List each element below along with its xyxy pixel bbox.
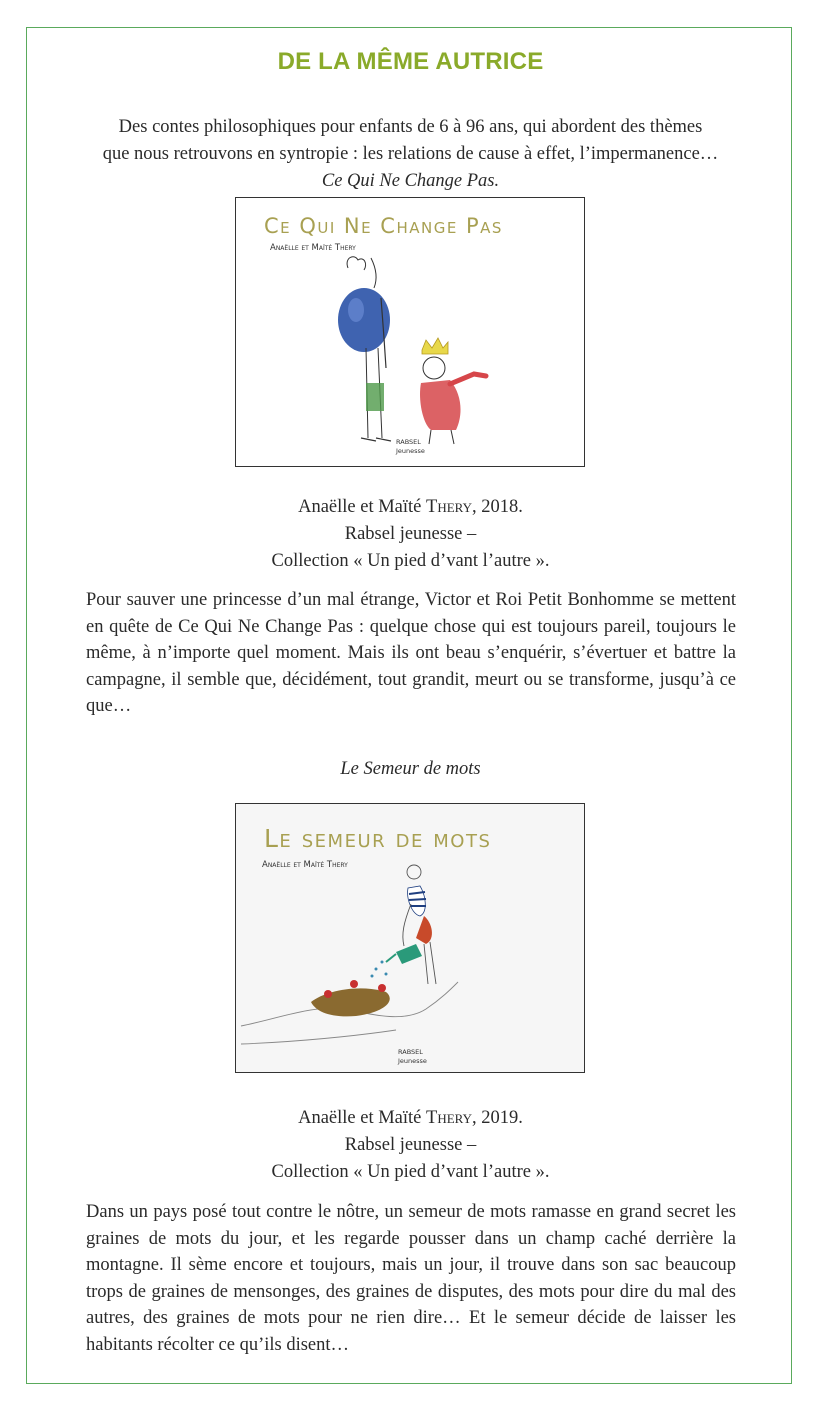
book-2-title: Le Semeur de mots: [340, 759, 481, 779]
book-2-credit-surname: Thery: [426, 1108, 472, 1128]
book-1-cover-title: Ce Qui Ne Change Pas: [264, 214, 503, 238]
book-2-credit-year: , 2019.: [472, 1108, 523, 1128]
book-1-publisher: Rabsel jeunesse –: [344, 524, 477, 544]
intro-line-2: que nous retrouvons en syntropie : les relations de cause à effet, l’impermanence…: [102, 144, 719, 164]
book-1-collection: Collection « Un pied d’vant l’autre ».: [271, 551, 550, 571]
book-1-cover-publisher-sub: Jeunesse: [396, 447, 425, 455]
book-1-credit-names: Anaëlle et Maïté: [298, 497, 422, 517]
section-heading: DE LA MÊME AUTRICE: [277, 48, 544, 75]
book-2-credit-names: Anaëlle et Maïté: [298, 1108, 422, 1128]
book-2-cover: [235, 803, 585, 1073]
book-1-cover: [235, 197, 585, 467]
book-2-credit: [0, 1105, 821, 1132]
book-2-collection: Collection « Un pied d’vant l’autre ».: [271, 1162, 550, 1182]
intro-line-1: Des contes philosophiques pour enfants de 6 à 96 ans, qui abordent des thèmes: [118, 117, 703, 137]
book-2-cover-illustration: [236, 804, 586, 1074]
book-2-cover-title: Le semeur de mots: [264, 824, 492, 853]
book-2-cover-authors: Anaëlle et Maïté Thery: [262, 860, 348, 870]
book-2-cover-publisher: RABSEL: [398, 1048, 423, 1056]
book-1-credit: [0, 494, 821, 521]
book-1-cover-illustration: [236, 198, 586, 468]
book-1-credit-surname: Thery: [426, 497, 472, 517]
book-1-cover-authors: Anaëlle et Maïté Thery: [270, 243, 356, 253]
book-1-cover-publisher: RABSEL: [396, 438, 421, 446]
book-2-publisher: Rabsel jeunesse –: [344, 1135, 477, 1155]
book-1-title: Ce Qui Ne Change Pas.: [321, 171, 500, 191]
book-1-summary: Pour sauver une princesse d’un mal étrange, Victor et Roi Petit Bonhomme se mettent en quête de Ce Qui Ne Change Pas : quelque chose qui est toujours pareil, toujours le même, à n’importe quel moment. Mais ils ont beau s’enquérir, s’évertuer et battre la campagne, il semble que, décidément, tout grandit, meurt ou se transforme, jusqu’à ce que…: [86, 590, 736, 716]
book-2-summary: Dans un pays posé tout contre le nôtre, un semeur de mots ramasse en grand secret les graines de mots du jour, et les regarde pousser dans un champ caché derrière la montagne. Il sème encore et toujours, mais un jour, il trouve dans son sac beaucoup trops de graines de mensonges, des graines de disputes, des mots pour dire du mal des autres, des graines de mots pour ne rien dire… Et le semeur décide de laisser les habitants récolter ce qu’ils disent…: [86, 1202, 736, 1355]
book-2-cover-publisher-sub: Jeunesse: [398, 1057, 427, 1065]
book-1-credit-year: , 2018.: [472, 497, 523, 517]
